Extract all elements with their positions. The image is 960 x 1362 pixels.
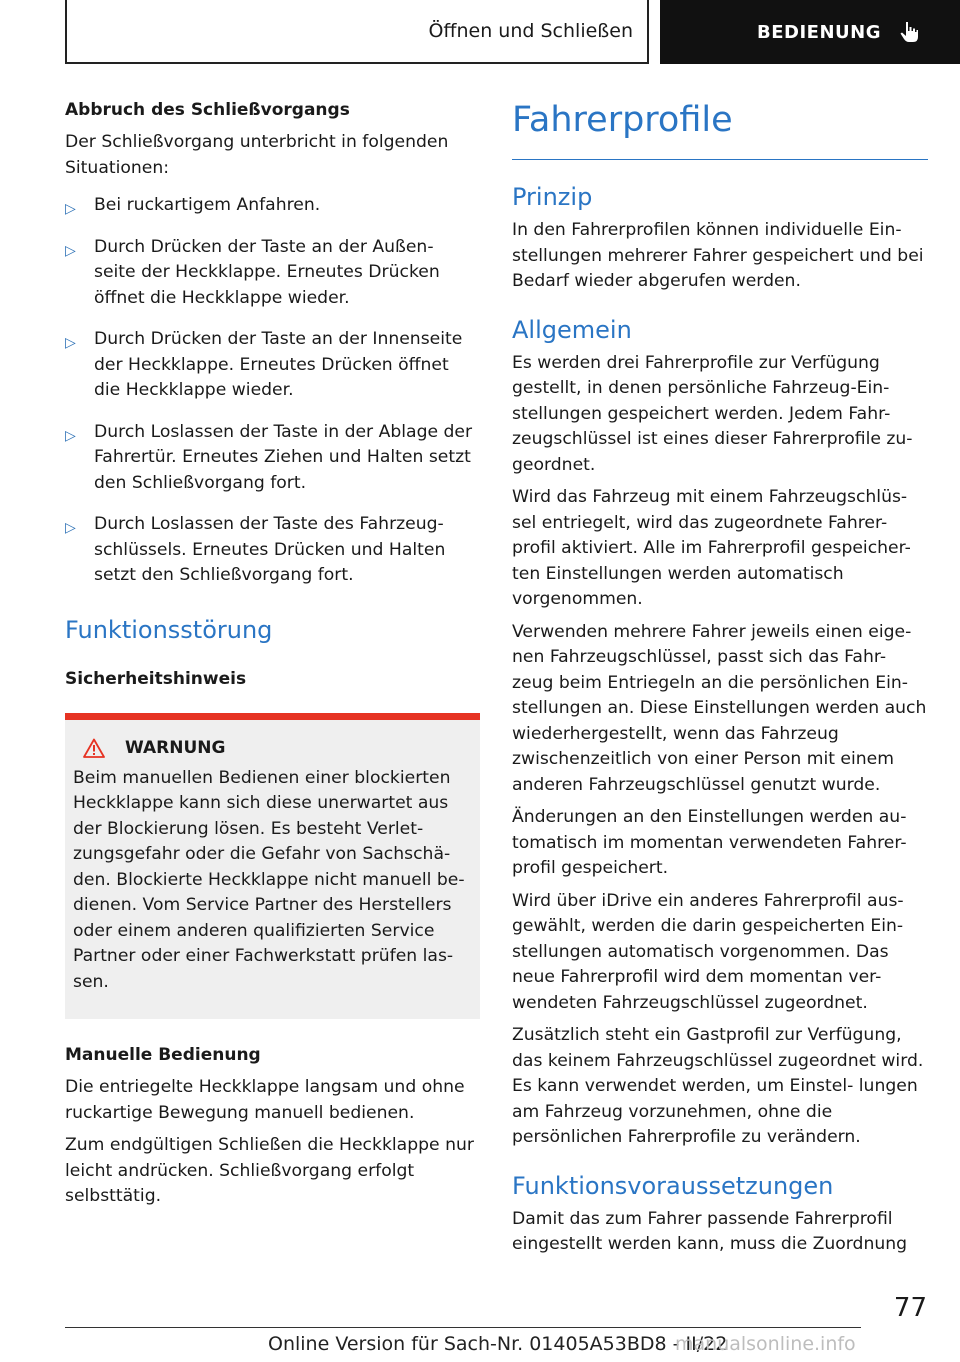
section-header (65, 0, 649, 64)
safety-heading: Sicherheitshinweis (65, 668, 247, 689)
general-paragraph-4: Änderungen an den Einstellungen werden au- tomatisch im momentan verwendeten Fahrer- profil gespeichert. (512, 807, 907, 878)
triangle-bullet-icon: ▷ (65, 427, 76, 444)
page-title: Fahrerprofile (512, 100, 733, 140)
general-paragraph-6: Zusätzlich steht ein Gastprofil zur Verfügung, das keinem Fahrzeugschlüssel zugeordnet wird. Es kann verwendet werden, um Einstel- lungen am Fahrzeug vorzunehmen, ohne die persönlichen Fahrerprofile zu verändern. (512, 1025, 924, 1147)
triangle-bullet-icon: ▷ (65, 520, 76, 536)
list-item: ▷ Durch Loslassen der Taste in der Ablage der Fahrertür. Erneutes Ziehen und Halten setzt den Schließvorgang fort. (65, 421, 473, 493)
list-item: ▷ Bei ruckartigem Anfahren. (65, 193, 480, 219)
list-item: ▷ Durch Drücken der Taste an der Innenseite der Heckklappe. Erneutes Drücken öffnet die Heckklappe wieder. (65, 329, 463, 400)
hand-pointer-icon (897, 20, 921, 44)
cancel-heading: Abbruch des Schließvorgangs (65, 100, 350, 120)
footer-divider (65, 1327, 861, 1328)
right-column (512, 98, 928, 1265)
list-item: ▷ Durch Drücken der Taste an der Außen- seite der Heckklappe. Erneutes Drücken öffnet die Heckklappe wieder. (65, 236, 440, 308)
general-heading: Allgemein (512, 315, 632, 344)
triangle-bullet-icon: ▷ (65, 201, 76, 217)
triangle-bullet-icon: ▷ (65, 242, 76, 259)
watermark: manualsonline.info (675, 1333, 856, 1355)
cancel-intro: Der Schließvorgang unterbricht in folgenden Situationen: (65, 132, 449, 178)
general-paragraph-2: Wird das Fahrzeug mit einem Fahrzeugschlüs- sel entriegelt, wird das zugeordnete Fahrer- profil aktiviert. Alle im Fahrerprofil gespeicher- ten Einstellungen werden automatisch vorgenommen. (512, 487, 911, 609)
manual-heading: Manuelle Bedienung (65, 1045, 261, 1065)
cancel-list (65, 193, 480, 589)
general-paragraph-1: Es werden drei Fahrerprofile zur Verfügung gestellt, in denen persönliche Fahrzeug-Ein- stellungen gespeichert werden. Jedem Fahr- zeugschlüssel ist eines dieser Fahrerprofile zu- geordnet. (512, 352, 913, 475)
chapter-header (660, 0, 960, 64)
manual-paragraph-1: Die entriegelte Heckklappe langsam und ohne ruckartige Bewegung manuell bedienen. (65, 1077, 465, 1123)
triangle-bullet-icon: ▷ (65, 335, 76, 351)
left-column (65, 98, 480, 1217)
warning-title: WARNUNG (125, 737, 226, 758)
requirements-text: Damit das zum Fahrer passende Fahrerprofil eingestellt werden kann, muss die Zuordnung (512, 1208, 908, 1254)
page-number: 77 (893, 1293, 927, 1323)
warning-text: Beim manuellen Bedienen einer blockierten Heckklappe kann sich diese unerwartet aus der Blockierung lösen. Es besteht Verlet- zungsgefahr oder die Gefahr von Sachschä- den. Blockierte Heckklappe nicht manuell be- dienen. Vom Service Partner des Herstellers oder einem anderen qualifizierten Service Partner oder einer Fachwerkstatt prüfen las- sen. (73, 767, 465, 992)
requirements-heading: Funktionsvoraussetzungen (512, 1171, 834, 1200)
online-version-note: Online Version für Sach-Nr. 01405A53BD8 - II/22 (268, 1333, 728, 1355)
warning-triangle-icon (83, 738, 105, 758)
chapter-title: BEDIENUNG (757, 21, 881, 43)
general-paragraph-5: Wird über iDrive ein anderes Fahrerprofil aus- gewählt, werden die darin gespeicherten Ein- stellungen automatisch vorgenommen. Das neue Fahrerprofil wird dem momentan ver- wendeten Fahrzeugschlüssel zugeordnet. (512, 890, 904, 1013)
warning-title-row (73, 738, 472, 758)
manual-paragraph-2: Zum endgültigen Schließen die Heckklappe nur leicht andrücken. Schließvorgang erfolgt selbsttätig. (65, 1135, 474, 1206)
principle-text: In den Fahrerprofilen können individuelle Ein- stellungen mehrerer Fahrer gespeichert und bei Bedarf wieder abgerufen werden. (512, 220, 924, 291)
section-title: Öffnen und Schließen (428, 20, 633, 42)
principle-heading: Prinzip (512, 183, 593, 211)
general-paragraph-3: Verwenden mehrere Fahrer jeweils einen eige- nen Fahrzeugschlüssel, passt sich das Fahr- zeug beim Entriegeln an die persönlichen Ein- stellungen an. Diese Einstellungen werden auch wiederhergestellt, wenn das Fahrzeug zwischenzeitlich von einer Person mit einem anderen Fahrzeugschlüssel genutzt wurde. (512, 621, 927, 795)
title-divider (512, 159, 928, 160)
list-item: ▷ Durch Loslassen der Taste des Fahrzeug- schlüssels. Erneutes Drücken und Halten setzt den Schließvorgang fort. (65, 514, 446, 585)
fault-heading: Funktionsstörung (65, 615, 273, 644)
warning-box (65, 713, 480, 1020)
